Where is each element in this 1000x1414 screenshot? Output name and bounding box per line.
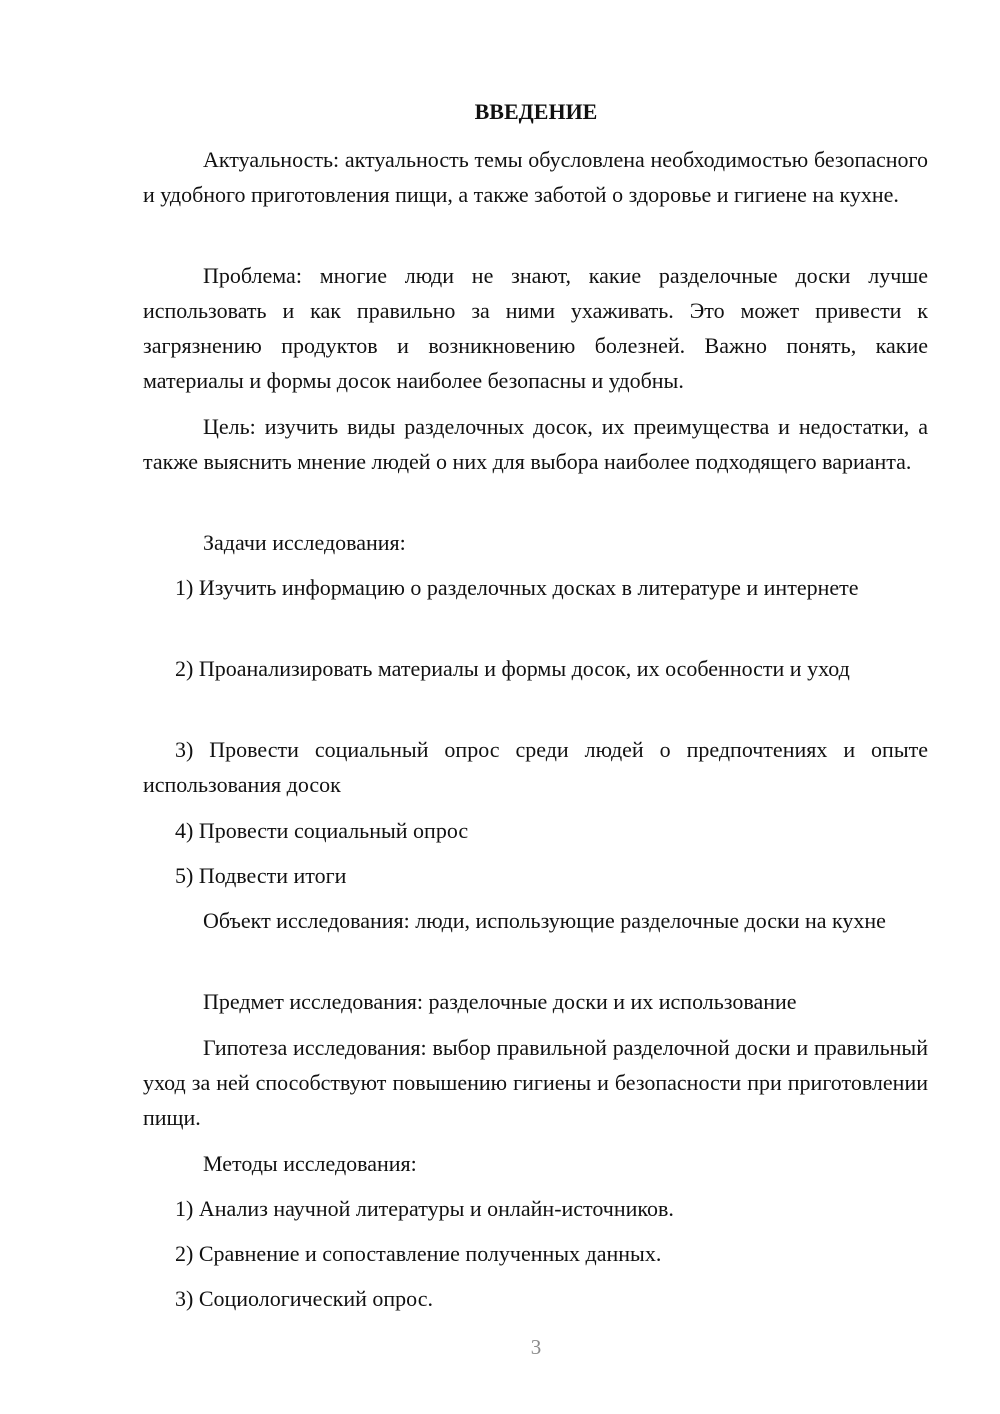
paragraph-problem: Проблема: многие люди не знают, какие разделочные доски лучше использовать и как правильно за ними ухаживать. Это может привести к загрязнению продуктов и возникновению болезней. Важно понять, какие материалы и формы досок наиболее безопасны и удобны. — [143, 263, 928, 393]
page-title: ВВЕДЕНИЕ — [474, 99, 598, 124]
paragraph-hypothesis: Гипотеза исследования: выбор правильной разделочной доски и правильный уход за ней способствуют повышению гигиены и безопасности при приготовлении пищи. — [143, 1035, 928, 1130]
task-item-2: 2) Проанализировать материалы и формы досок, их особенности и уход — [175, 656, 850, 681]
page-number: 3 — [530, 1335, 542, 1359]
task-item-1: 1) Изучить информацию о разделочных досках в литературе и интернете — [175, 575, 859, 600]
method-item-2: 2) Сравнение и сопоставление полученных данных. — [175, 1241, 662, 1266]
task-item-4: 4) Провести социальный опрос — [175, 818, 469, 843]
method-item-1: 1) Анализ научной литературы и онлайн-источников. — [175, 1196, 674, 1221]
task-item-3: 3) Провести социальный опрос среди людей о предпочтениях и опыте использования досок — [143, 737, 928, 797]
paragraph-object: Объект исследования: люди, использующие разделочные доски на кухне — [203, 908, 886, 933]
task-item-5: 5) Подвести итоги — [175, 863, 347, 888]
paragraph-subject: Предмет исследования: разделочные доски и их использование — [203, 989, 797, 1014]
paragraph-methods-heading: Методы исследования: — [203, 1151, 417, 1176]
paragraph-goal: Цель: изучить виды разделочных досок, их преимущества и недостатки, а также выяснить мнение людей о них для выбора наиболее подходящего варианта. — [143, 414, 928, 474]
paragraph-relevance: Актуальность: актуальность темы обусловлена необходимостью безопасного и удобного приготовления пищи, а также заботой о здоровье и гигиене на кухне. — [143, 147, 928, 207]
paragraph-tasks-heading: Задачи исследования: — [203, 530, 406, 555]
method-item-3: 3) Социологический опрос. — [175, 1286, 433, 1311]
